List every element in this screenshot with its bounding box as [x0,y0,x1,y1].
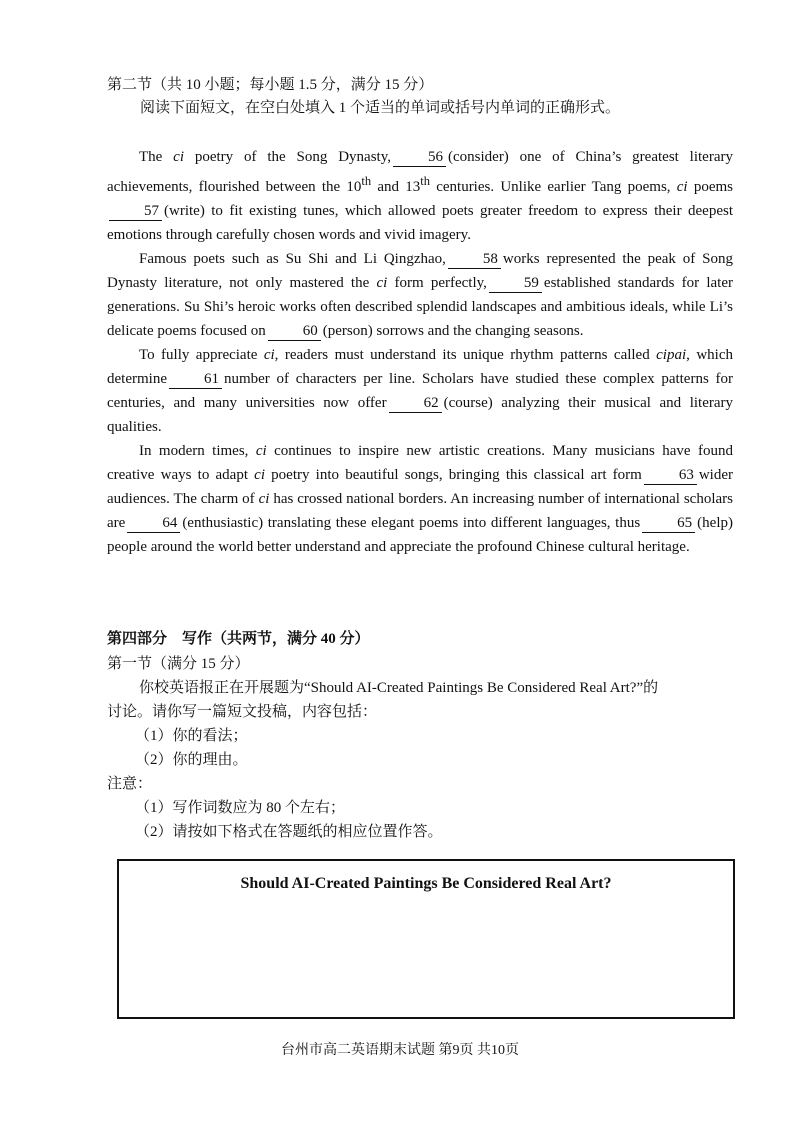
blank-61[interactable]: 61 [169,370,222,389]
writing-task [107,652,737,844]
writing-prompt-line-1: 你校英语报正在开展题为“Should AI-Created Paintings Be Considered Real Art?”的 [139,680,659,696]
page-footer: 台州市高二英语期末试题 第9页 共10页 [281,1043,519,1058]
note-2: （2）请按如下格式在答题纸的相应位置作答。 [135,824,443,840]
writing-sub-heading: 第一节（满分 15 分） [107,656,250,672]
writing-prompt-line-2: 讨论。请你写一篇短文投稿，内容包括： [107,704,378,720]
answer-box[interactable] [117,859,735,1019]
blank-60[interactable]: 60 [268,322,321,341]
answer-box-title: Should AI-Created Paintings Be Considered Real Art? [240,875,612,892]
blank-59[interactable]: 59 [489,274,542,293]
passage-paragraph-3: To fully appreciate ci, readers must understand its unique rhythm patterns called cipai, which determine 61 number of characters per line. Scholars have studied these complex patterns for centuries, and many universities now offer 62 (course) analyzing their musical and literary qualities. [107,347,734,435]
passage-paragraph-4: In modern times, ci continues to inspire new artistic creations. Many musicians have found creative ways to adapt ci poetry into beautiful songs, bringing this classical art form 63 wider audiences. The charm of ci has crossed national borders. An increasing number of international scholars are 64 (enthusiastic) translating these elegant poems into different languages, thus 65 (help) people around the world better understand and appreciate the profound Chinese cultural heritage. [107,443,733,555]
cloze-passage [107,145,733,559]
part-four-heading: 第四部分 写作（共两节，满分 40 分） [107,631,370,647]
note-1: （1）写作词数应为 80 个左右； [135,800,346,816]
blank-58[interactable]: 58 [448,250,501,269]
blank-57[interactable]: 57 [109,202,162,221]
blank-65[interactable]: 65 [642,514,695,533]
writing-point-1: （1）你的看法； [135,728,248,744]
blank-56[interactable]: 56 [393,148,446,167]
passage-paragraph-2: Famous poets such as Su Shi and Li Qingzhao, 58 works represented the peak of Song Dynasty literature, not only mastered the ci form perfectly, 59 established standards for later generations. Su Shi’s heroic works often described splendid landscapes and ambitious ideals, while Li’s delicate poems focused on 60 (person) sorrows and the changing seasons. [107,251,733,339]
blank-62[interactable]: 62 [389,394,442,413]
writing-point-2: （2）你的理由。 [135,752,248,768]
passage-paragraph-1: The ci poetry of the Song Dynasty, 56 (consider) one of China’s greatest literary achievements, flourished between the 10th and 13th centuries. Unlike earlier Tang poems, ci poems57 (write) to fit existing tunes, which allowed poets greater freedom to express their deepest emotions through carefully chosen words and vivid imagery. [107,149,733,243]
section-instruction: 阅读下面短文，在空白处填入 1 个适当的单词或括号内单词的正确形式。 [140,100,621,116]
blank-63[interactable]: 63 [644,466,697,485]
blank-64[interactable]: 64 [127,514,180,533]
section-heading: 第二节（共 10 小题；每小题 1.5 分，满分 15 分） [107,77,434,93]
note-label: 注意： [107,776,153,792]
